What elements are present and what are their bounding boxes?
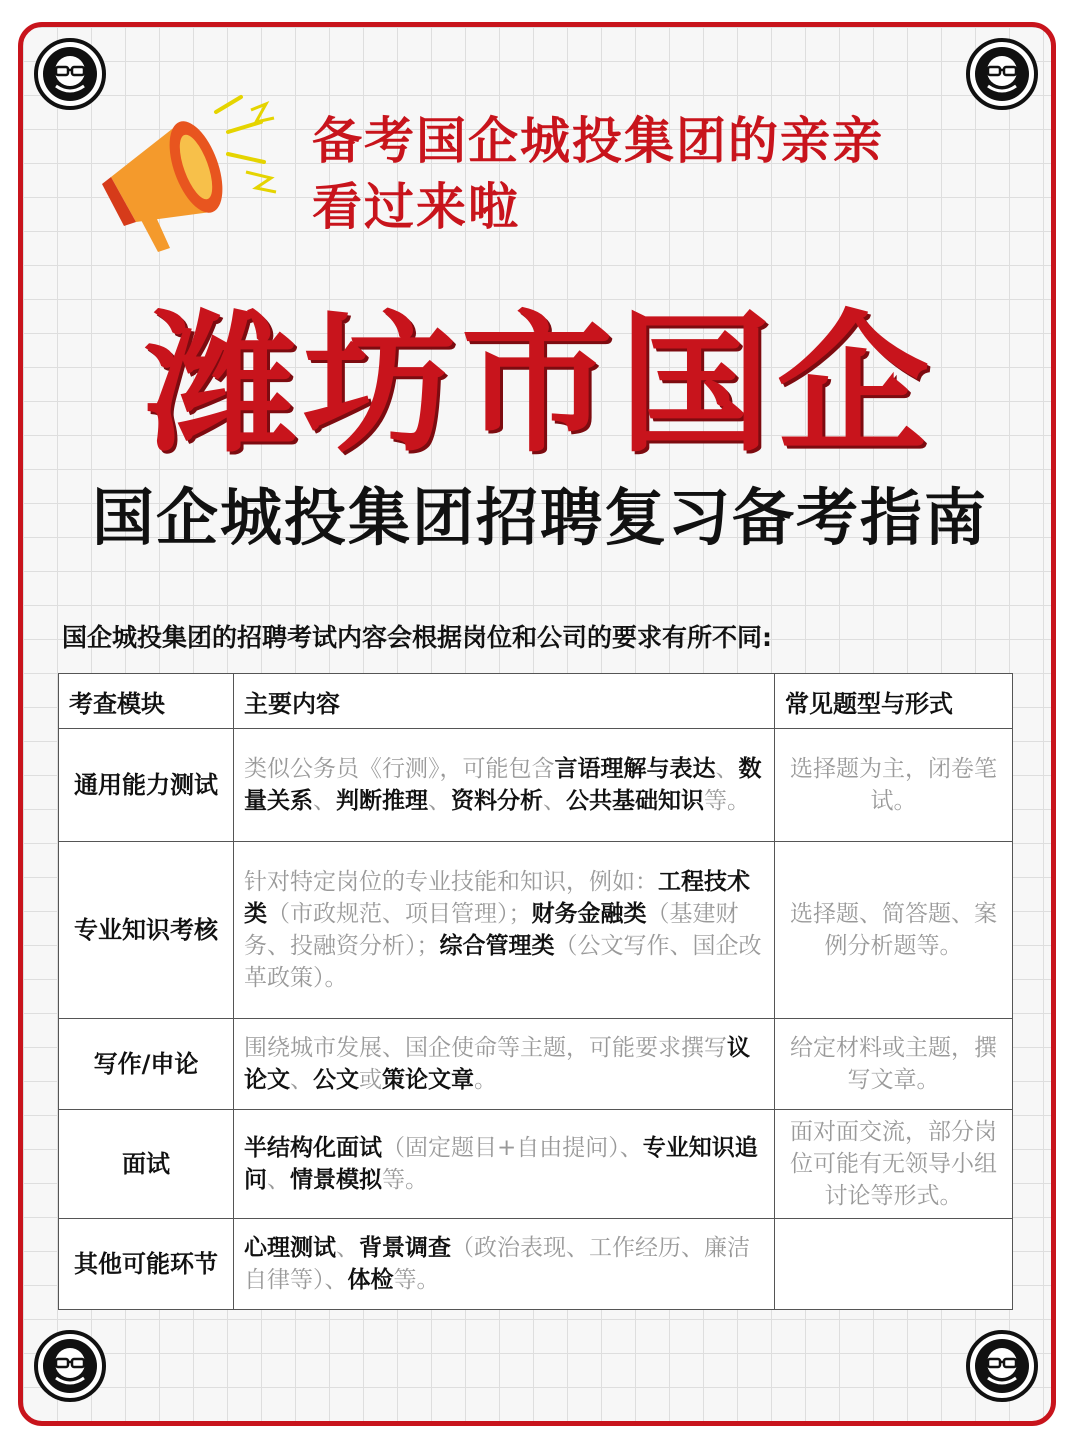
content-highlight: 言语理解与表达	[554, 756, 716, 782]
content-text: 、	[313, 788, 336, 814]
content-text: 。	[474, 1067, 497, 1093]
content-text: （公文写作、国企改革政策）。	[244, 933, 762, 991]
content-highlight: 议论文	[244, 1035, 750, 1093]
glasses-character-badge-icon	[966, 38, 1038, 110]
content-highlight: 判断推理	[336, 788, 428, 814]
content-highlight: 工程技术类	[244, 869, 750, 927]
content-text: （市政规范、项目管理）；	[267, 901, 532, 927]
table-row	[59, 729, 1013, 842]
content-text: 围绕城市发展、国企使命等主题，可能要求撰写	[244, 1035, 727, 1061]
format-cell: 面对面交流，部分岗位可能有无领导小组讨论等形式。	[775, 1110, 1013, 1219]
format-cell: 选择题为主，闭卷笔试。	[775, 729, 1013, 842]
content-highlight: 数量关系	[244, 756, 762, 814]
content-highlight: 体检	[347, 1267, 394, 1293]
content-text: 等。	[393, 1267, 440, 1293]
content-highlight: 公文	[313, 1067, 359, 1093]
content-cell	[234, 729, 775, 842]
content-highlight: 公共基础知识	[566, 788, 704, 814]
table-row	[59, 1110, 1013, 1219]
content-highlight: 财务金融类	[531, 901, 647, 927]
content-text: （政治表现、工作经历、廉洁自律等）、	[244, 1235, 750, 1293]
table-row	[59, 1019, 1013, 1110]
format-cell: 选择题、简答题、案例分析题等。	[775, 842, 1013, 1019]
table-row	[59, 1219, 1013, 1310]
content-highlight: 背景调查	[359, 1235, 451, 1261]
glasses-character-badge-icon	[34, 1330, 106, 1402]
column-header: 主要内容	[234, 674, 775, 729]
content-text: 等。	[704, 788, 750, 814]
sub-title: 国企城投集团招聘复习备考指南	[91, 481, 988, 554]
column-header: 考查模块	[59, 674, 234, 729]
main-title: 潍坊市国企	[145, 296, 935, 473]
table-row	[59, 842, 1013, 1019]
table-header-row	[59, 674, 1013, 729]
module-cell: 通用能力测试	[59, 729, 234, 842]
exam-guide-table	[58, 673, 1013, 1310]
content-highlight: 半结构化面试	[244, 1135, 382, 1161]
module-cell: 写作/申论	[59, 1019, 234, 1110]
content-text: （基建财务、投融资分析）；	[244, 901, 739, 959]
module-cell: 其他可能环节	[59, 1219, 234, 1310]
content-highlight: 心理测试	[244, 1235, 336, 1261]
intro-text: 国企城投集团的招聘考试内容会根据岗位和公司的要求有所不同:	[62, 623, 773, 652]
module-cell: 面试	[59, 1110, 234, 1219]
content-highlight: 策论文章	[382, 1067, 474, 1093]
module-cell: 专业知识考核	[59, 842, 234, 1019]
content-text: 、	[267, 1167, 290, 1193]
content-cell	[234, 1110, 775, 1219]
content-highlight: 情景模拟	[290, 1167, 382, 1193]
content-text: （固定题目+自由提问）、	[382, 1135, 643, 1161]
content-text: 、	[543, 788, 566, 814]
content-highlight: 资料分析	[451, 788, 543, 814]
content-text: 、	[290, 1067, 313, 1093]
megaphone-icon	[96, 92, 296, 262]
content-text: 、	[336, 1235, 359, 1261]
format-cell	[775, 1219, 1013, 1310]
headline-line-1: 备考国企城投集团的亲亲	[312, 112, 884, 170]
content-text: 类似公务员《行测》，可能包含	[244, 756, 555, 782]
content-cell	[234, 1219, 775, 1310]
content-text: 、	[715, 756, 739, 782]
content-cell	[234, 842, 775, 1019]
content-text: 、	[428, 788, 451, 814]
content-text: 针对特定岗位的专业技能和知识，例如：	[244, 869, 658, 895]
format-cell: 给定材料或主题，撰写文章。	[775, 1019, 1013, 1110]
column-header: 常见题型与形式	[775, 674, 1013, 729]
content-cell	[234, 1019, 775, 1110]
content-highlight: 综合管理类	[439, 933, 555, 959]
glasses-character-badge-icon	[966, 1330, 1038, 1402]
content-highlight: 专业知识追问	[244, 1135, 758, 1193]
content-text: 或	[359, 1067, 382, 1093]
headline-line-2: 看过来啦	[312, 178, 520, 236]
headline	[312, 108, 884, 240]
content-text: 等。	[382, 1167, 428, 1193]
